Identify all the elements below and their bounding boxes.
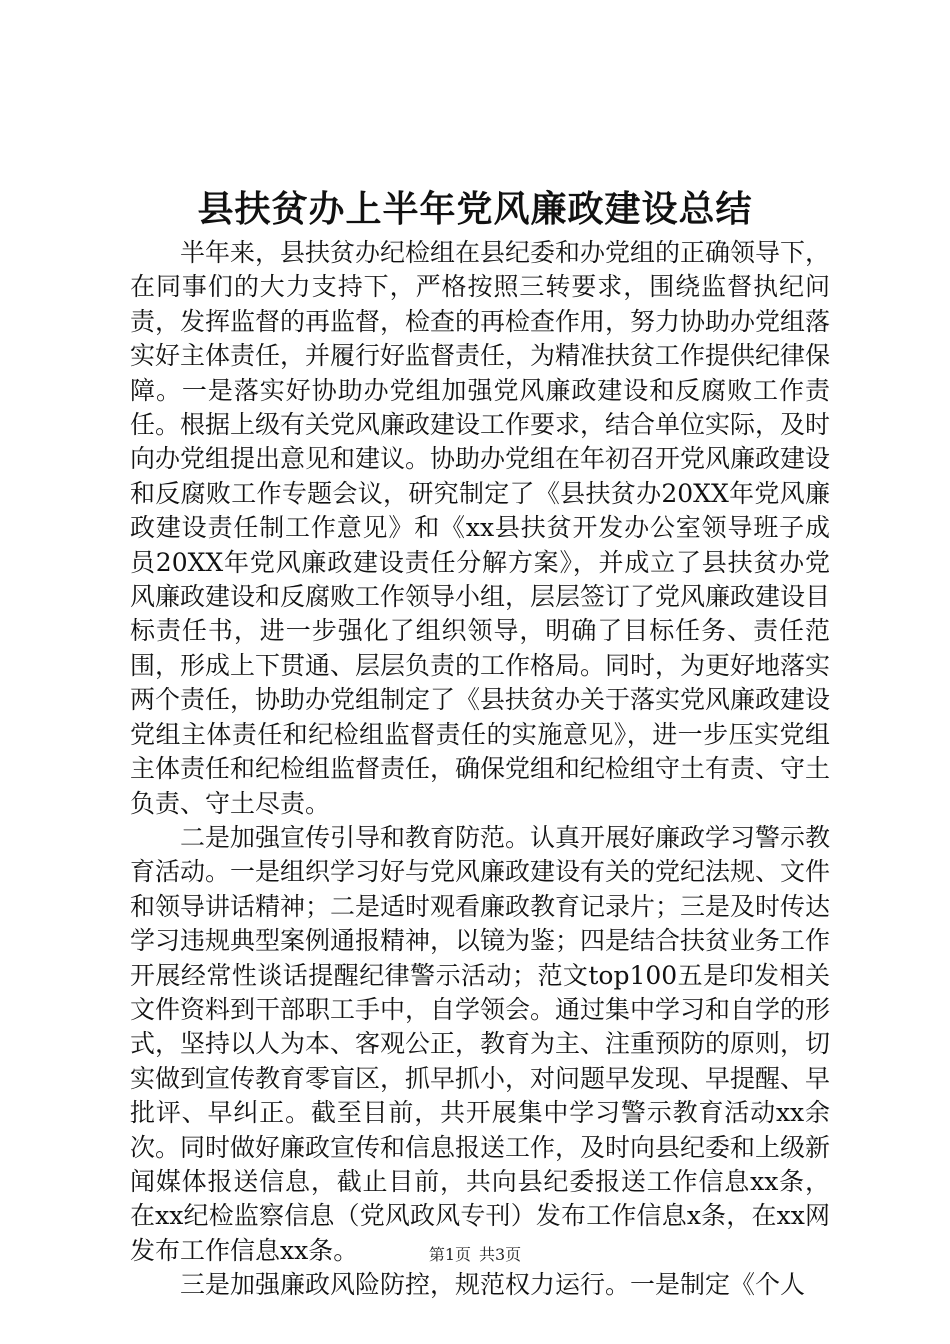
page-footer [0, 1244, 950, 1266]
page-total: 共3页 [479, 1245, 522, 1264]
paragraph-2: 二是加强宣传引导和教育防范。认真开展好廉政学习警示教育活动。一是组织学习好与党风廉政建设有关的党纪法规、文件和领导讲话精神；二是适时观看廉政教育记录片；三是及时传达学习违规典型案例通报精神，以镜为鉴；四是结合扶贫业务工作开展经常性谈话提醒纪律警示活动；范文top100五是印发相关文件资料到干部职工手中，自学领会。通过集中学习和自学的形式，坚持以人为本、客观公正，教育为主、注重预防的原则，切实做到宣传教育零盲区，抓早抓小，对问题早发现、早提醒、早批评、早纠正。截至目前，共开展集中学习警示教育活动xx余次。同时做好廉政宣传和信息报送工作，及时向县纪委和上级新闻媒体报送信息，截止目前，共向县纪委报送工作信息xx条，在xx纪检监察信息（党风政风专刊）发布工作信息x条，在xx网发布工作信息xx条。 [130, 822, 831, 1265]
paragraph-3: 三是加强廉政风险防控，规范权力运行。一是制定《个人 [180, 1270, 806, 1300]
page-number: 第1页 [428, 1245, 471, 1264]
paragraph-1: 半年来，县扶贫办纪检组在县纪委和办党组的正确领导下，在同事们的大力支持下，严格按照三转要求，围绕监督执纪问责，发挥监督的再监督，检查的再检查作用，努力协助办党组落实好主体责任，并履行好监督责任，为精准扶贫工作提供纪律保障。一是落实好协助办党组加强党风廉政建设和反腐败工作责任。根据上级有关党风廉政建设工作要求，结合单位实际，及时向办党组提出意见和建议。协助办党组在年初召开党风廉政建设和反腐败工作专题会议，研究制定了《县扶贫办20XX年党风廉政建设责任制工作意见》和《xx县扶贫开发办公室领导班子成员20XX年党风廉政建设责任分解方案》，并成立了县扶贫办党风廉政建设和反腐败工作领导小组，层层签订了党风廉政建设目标责任书，进一步强化了组织领导，明确了目标任务、责任范围，形成上下贯通、层层负责的工作格局。同时，为更好地落实两个责任，协助办党组制定了《县扶贫办关于落实党风廉政建设党组主体责任和纪检组监督责任的实施意见》，进一步压实党组主体责任和纪检组监督责任，确保党组和纪检组守土有责、守土负责、守土尽责。 [130, 238, 831, 818]
document-body [130, 236, 830, 1303]
document-title: 县扶贫办上半年党风廉政建设总结 [197, 189, 753, 230]
